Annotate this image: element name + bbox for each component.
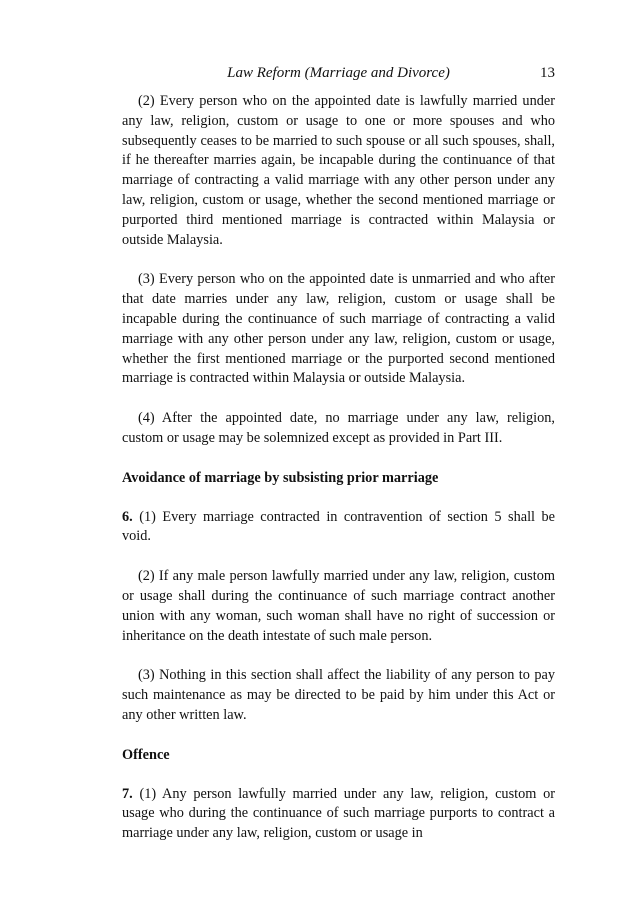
- paragraph-6-1: [122, 508, 555, 548]
- running-header-title: Law Reform (Marriage and Divorce): [227, 65, 450, 81]
- paragraph-5-2: (2) Every person who on the appointed date is lawfully married under any law, religion, custom or usage to one or more spouses and who subsequently ceases to be married to such spouse or all such spouses, shall, if he thereafter marries again, be incapable during the continuance of that marriage of contracting a valid marriage with any other person under any law, religion, custom or usage, whether the second mentioned marriage or purported third mentioned marriage is contracted within Malaysia or outside Malaysia.: [122, 93, 555, 248]
- page-body: [122, 92, 555, 864]
- paragraph-7-1: [122, 785, 555, 844]
- paragraph-7-1-text: (1) Any person lawfully married under any law, religion, custom or usage who during the continuance of such marriage purports to contract a marriage under any law, religion, custom or usage in: [122, 785, 555, 842]
- section-6-heading: Avoidance of marriage by subsisting prior marriage: [122, 469, 439, 486]
- paragraph-6-2: (2) If any male person lawfully married under any law, religion, custom or usage shall during the continuance of such marriage contract another union with any woman, such woman shall have no right of succession or inheritance on the death intestate of such male person.: [122, 568, 555, 644]
- paragraph-6-3: (3) Nothing in this section shall affect the liability of any person to pay such maintenance as may be directed to be paid by him under this Act or any other written law.: [122, 667, 555, 723]
- section-7-number: 7.: [122, 785, 133, 802]
- paragraph-6-1-text: (1) Every marriage contracted in contravention of section 5 shall be void.: [122, 508, 555, 545]
- section-6-number: 6.: [122, 508, 133, 525]
- running-header: [122, 62, 555, 84]
- page-number: 13: [540, 65, 555, 81]
- paragraph-5-4: (4) After the appointed date, no marriage under any law, religion, custom or usage may be solemnized except as provided in Part III.: [122, 410, 555, 446]
- paragraph-5-3: (3) Every person who on the appointed date is unmarried and who after that date marries under any law, religion, custom or usage shall be incapable during the continuance of such marriage of contracting a valid marriage with any other person under any law, religion, custom or usage, whether the first mentioned marriage or the purported second mentioned marriage is contracted within Malaysia or outside Malaysia.: [122, 271, 555, 387]
- section-7-heading: Offence: [122, 746, 170, 763]
